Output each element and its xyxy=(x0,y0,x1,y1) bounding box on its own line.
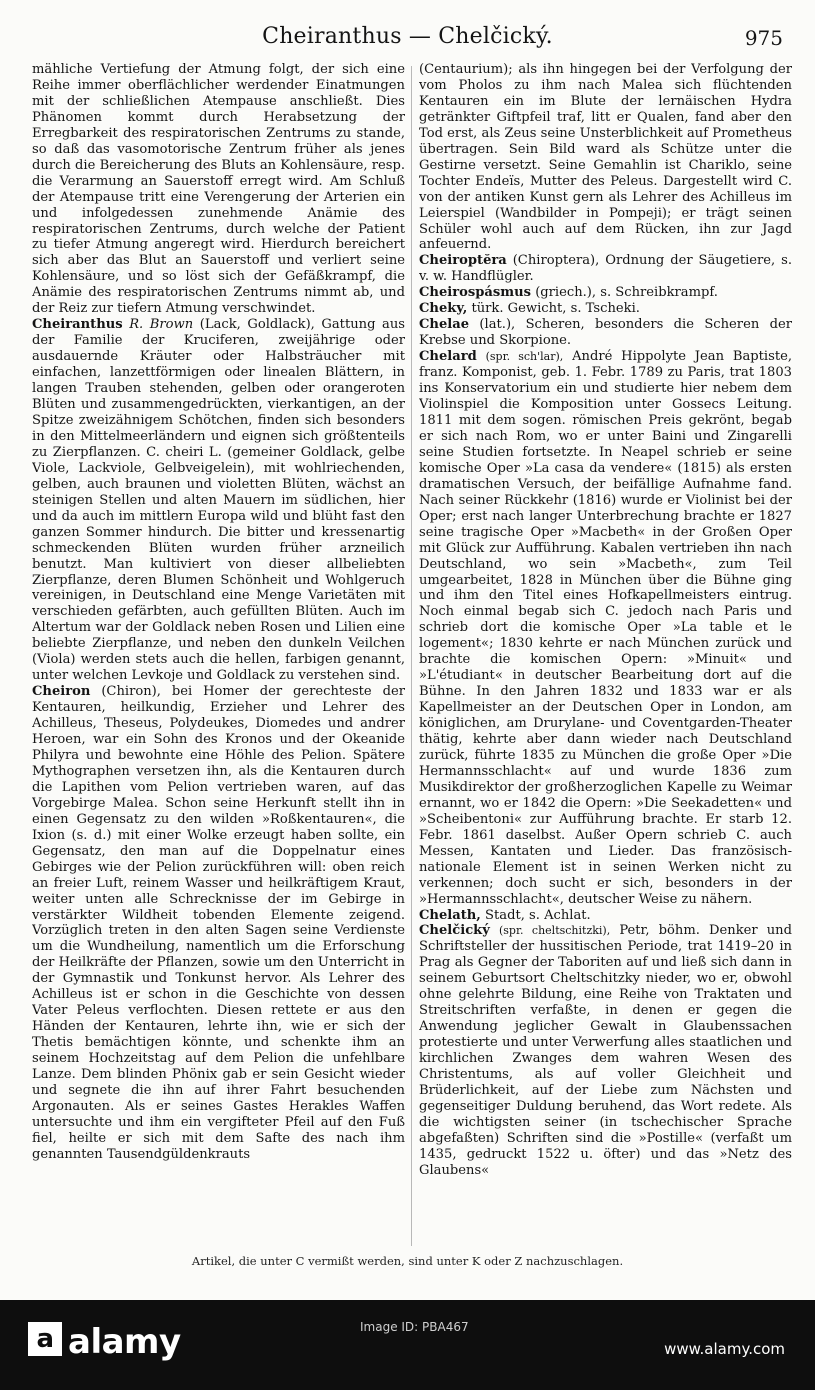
entry-body: (lat.), Scheren, besonders die Scheren der Krebse und Skorpione. xyxy=(419,317,792,349)
entry-body: türk. Gewicht, s. Tscheki. xyxy=(471,301,640,317)
entry-pronunciation: (spr. cheltschitzki), xyxy=(498,924,611,938)
entry-body: Petr, böhm. Denker und Schriftsteller der hussitischen Periode, trat 1419–20 in Prag als Gegner der Taboriten auf und ließ sich dann in seinem Geburtsort Cheltschitzky nieder, wo er, obwohl ohne gelehrte Bildung, eine Reihe von Traktaten und Streitschriften verfaßte, in denen er gegen die Anwendung jeglicher Gewalt in Glaubenssachen protestierte und unter Verwerfung alles staatlichen und kirchlichen Zwanges dem wahren Wesen des Christentums, als auf voller Gleichheit und Brüderlichkeit, auf der Liebe zum Nächsten und gegenseitiger Duldung beruhend, das Wort redete. Als die wichtigsten seiner (in tschechischer Sprache abgefaßten) Schriften sind die »Postille« (verfaßt um 1435, gedruckt 1522 u. öfter) und das »Netz des Glaubens« xyxy=(419,923,792,1178)
logo-mark-icon: a xyxy=(28,1322,62,1356)
entry-headword: Cheiron xyxy=(32,684,91,700)
entry-cheirospasmus xyxy=(419,285,792,301)
entry-pronunciation: (spr. sch'lar), xyxy=(485,350,564,364)
entry-chelae xyxy=(419,317,792,349)
alamy-logo[interactable] xyxy=(28,1322,181,1362)
entry-headword: Cheirospásmus xyxy=(419,285,532,301)
running-title: Cheiranthus — Chelčický. xyxy=(262,24,553,49)
site-link[interactable]: www.alamy.com xyxy=(664,1340,785,1358)
entry-body: (Lack, Goldlack), Gattung aus der Familie der Kruciferen, zweijährige oder ausdauernde Kräuter oder Halbsträucher mit einfachen, lanzettförmigen oder linealen Blättern, in langen Trauben stehenden, gelben oder orangeroten Blüten und zusammengedrückten, vierkantigen, an der Spitze zweizähnigem Schötchen, finden sich besonders in den Mittelmeerländern und eignen sich größtenteils zu Zierpflanzen. C. cheiri L. (gemeiner Goldlack, gelbe Viole, Lackviole, Gelbveigelein), mit wohlriechenden, gelben, auch braunen und violetten Blüten, wächst an steinigen Stellen und alten Mauern im südlichen, hier und da auch im mittlern Europa wild und blüht fast den ganzen Sommer hindurch. Die bitter und kressenartig schmeckenden Blüten wurden früher arzneilich benutzt. Man kultiviert von dieser allbeliebten Zierpflanze, deren Blumen Schönheit und Wohlgeruch vereinigen, in Deutschland eine Menge Varietäten mit verschieden gefärbten, auch gefüllten Blüten. Auch im Altertum war der Goldlack neben Rosen und Lilien eine beliebte Zierpflanze, und neben den dunkeln Veilchen (Viola) werden stets auch die hellen, farbigen genannt, unter welchen Levkoje und Goldlack zu verstehen sind. xyxy=(32,317,405,684)
entry-body: Stadt, s. Achlat. xyxy=(485,907,591,923)
entry-cheky xyxy=(419,301,792,317)
entry-headword: Chelath, xyxy=(419,907,481,923)
entry-headword: Cheky, xyxy=(419,301,468,317)
entry-cheiranthus xyxy=(32,317,405,684)
entry-body: (griech.), s. Schreibkrampf. xyxy=(535,285,718,301)
entry-author: R. Brown xyxy=(129,317,194,333)
stock-watermark-banner xyxy=(0,1300,815,1390)
entry-headword: Cheiroptĕra xyxy=(419,253,507,269)
entry-chelard xyxy=(419,349,792,907)
entry-body: André Hippolyte Jean Baptiste, franz. Komponist, geb. 1. Febr. 1789 zu Paris, trat 1803 ins Konservatorium ein und studierte hier nebem dem Violinspiel die Komposition unter Gossecs Leitung. 1811 mit dem sogen. römischen Preis gekrönt, begab er sich nach Rom, wo er unter Baini und Zingarelli seine Studien fortsetzte. In Neapel schrieb er seine komische Oper »La casa da vendere« (1815) als ersten dramatischen Versuch, der beifällige Aufnahme fand. Nach seiner Rückkehr (1816) wurde er Violinist bei der Oper; erst nach langer Unterbrechung brachte er 1827 seine tragische Oper »Macbeth« in der Großen Oper mit Glück zur Aufführung. Kabalen vertrieben ihn nach Deutschland, wo sein »Macbeth«, zum Teil umgearbeitet, 1828 in München über die Bühne ging und ihm den Titel eines Hofkapellmeisters eintrug. Noch einmal begab sich C. jedoch nach Paris und schrieb dort die komische Oper »La table et le logement«; 1830 kehrte er nach München zurück und brachte die komischen Opern: »Minuit« und »L'étudiant« in deutscher Bearbeitung dort auf die Bühne. In den Jahren 1832 und 1833 war er als Kapellmeister an der Deutschen Oper in London, am königlichen, am Drurylane- und Coventgarden-Theater thätig, kehrte aber dann wieder nach Deutschland zurück, führte 1835 zu München die große Oper »Die Hermannsschlacht« auf und wurde 1836 zum Musikdirektor der großherzoglichen Kapelle zu Weimar ernannt, wo er 1842 die Opern: »Die Seekadetten« und »Scheibentoni« zur Aufführung brachte. Er starb 12. Febr. 1861 daselbst. Außer Opern schrieb C. auch Messen, Kantaten und Lieder. Das französisch-nationale Element ist in seinen Werken nicht zu verkennen; doch sucht er sich, besonders in der »Hermannsschlacht«, deutscher Weise zu nähern. xyxy=(419,349,792,907)
page-number: 975 xyxy=(744,26,783,50)
left-column xyxy=(32,62,405,1252)
footer-note: Artikel, die unter C vermißt werden, sind unter K oder Z nachzuschlagen. xyxy=(191,1254,624,1268)
entry-chelcicky xyxy=(419,923,792,1178)
entry-cheiron xyxy=(32,684,405,1163)
paragraph: mähliche Vertiefung der Atmung folgt, der sich eine Reihe immer oberflächlicher werdender Einatmungen mit der schließlichen Atempause anschließt. Dies Phänomen kommt durch Herabsetzung der Erregbarkeit des respiratorischen Zentrums zu stande, so daß das vasomotorische Zentrum früher als jenes durch die Bereicherung des Bluts an Kohlensäure, resp. die Verarmung an Sauerstoff erregt wird. Am Schluß der Atempause tritt eine Verengerung der Arterien ein und infolgedessen zunehmende Anämie des respiratorischen Zentrums, durch welche der Patient zu tiefer Atmung angeregt wird. Hierdurch bereichert sich aber das Blut an Sauerstoff und verliert seine Kohlensäure, und so löst sich der Gefäßkrampf, die Anämie des respiratorischen Zentrums nimmt ab, und der Reiz zur tiefern Atmung verschwindet. xyxy=(32,62,405,317)
paragraph: (Centaurium); als ihn hingegen bei der Verfolgung der vom Pholos zu ihm nach Malea sich flüchtenden Kentauren ein im Blute der lernäischen Hydra getränkter Giftpfeil traf, litt er Qualen, fand aber den Tod erst, als Zeus seine Unsterblichkeit auf Prometheus übertragen. Sein Bild ward als Schütze unter die Gestirne versetzt. Seine Gemahlin ist Chariklo, seine Tochter Endeïs, Mutter des Peleus. Dargestellt wird C. von der antiken Kunst gern als Lehrer des Achilleus im Leierspiel (Wandbilder in Pompeji); er trägt seinen Schüler wohl auch auf dem Rücken, ihn zur Jagd anfeuernd. xyxy=(419,62,792,253)
entry-headword: Chelčický xyxy=(419,923,490,939)
entry-chelath xyxy=(419,908,792,924)
logo-text: alamy xyxy=(68,1322,181,1362)
entry-body: (Chiroptera), Ordnung der Säugetiere, s. v. w. Handflügler. xyxy=(419,253,792,285)
right-column xyxy=(419,62,792,1252)
entry-body: (Chiron), bei Homer der gerechteste der Kentauren, heilkundig, Erzieher und Lehrer des Achilleus, Theseus, Polydeukes, Diomedes und andrer Heroen, war ein Sohn des Kronos und der Okeanide Philyra und bewohnte eine Höhle des Pelion. Spätere Mythographen versetzen ihn, als die Kentauren durch die Lapithen vom Pelion vertrieben waren, auf das Vorgebirge Malea. Schon seine Herkunft stellt ihn in einen Gegensatz zu den wilden »Roßkentauren«, die Ixion (s. d.) mit einer Wolke erzeugt haben sollte, ein Gegensatz, den man auf die Doppelnatur eines Gebirges wie der Pelion zurückführen will: oben reich an freier Luft, reinem Wasser und heilkräftigem Kraut, weiter unten alle Schrecknisse der im Gebirge in verstärkter Wildheit tobenden Elemente zeigend. Vorzüglich treten in den alten Sagen seine Verdienste um die Wundheilung, namentlich um die Erforschung der Heilkräfte der Pflanzen, sowie um den Unterricht in der Gymnastik und Tonkunst hervor. Als Lehrer des Achilleus ist er schon in die Geschichte von dessen Vater Peleus verflochten. Diesen rettete er aus den Händen der Kentauren, lehrte ihn, wie er sich der Thetis bemächtigen könnte, und schenkte ihm an seinem Hochzeitstag auf dem Pelion die unfehlbare Lanze. Dem blinden Phönix gab er sein Gesicht wieder und segnete die ihn auf ihrer Fahrt besuchenden Argonauten. Als er seines Gastes Herakles Waffen untersuchte und ihm ein vergifteter Pfeil auf den Fuß fiel, heilte er sich mit dem Safte des nach ihm genannten Tausendgüldenkrauts xyxy=(32,684,405,1162)
entry-cheiroptera xyxy=(419,253,792,285)
entry-headword: Chelae xyxy=(419,317,470,333)
entry-headword: Chelard xyxy=(419,349,477,365)
entry-headword: Cheiranthus xyxy=(32,317,123,333)
running-header xyxy=(28,22,787,58)
text-columns xyxy=(32,62,792,1252)
image-id: Image ID: PBA467 xyxy=(360,1320,469,1334)
